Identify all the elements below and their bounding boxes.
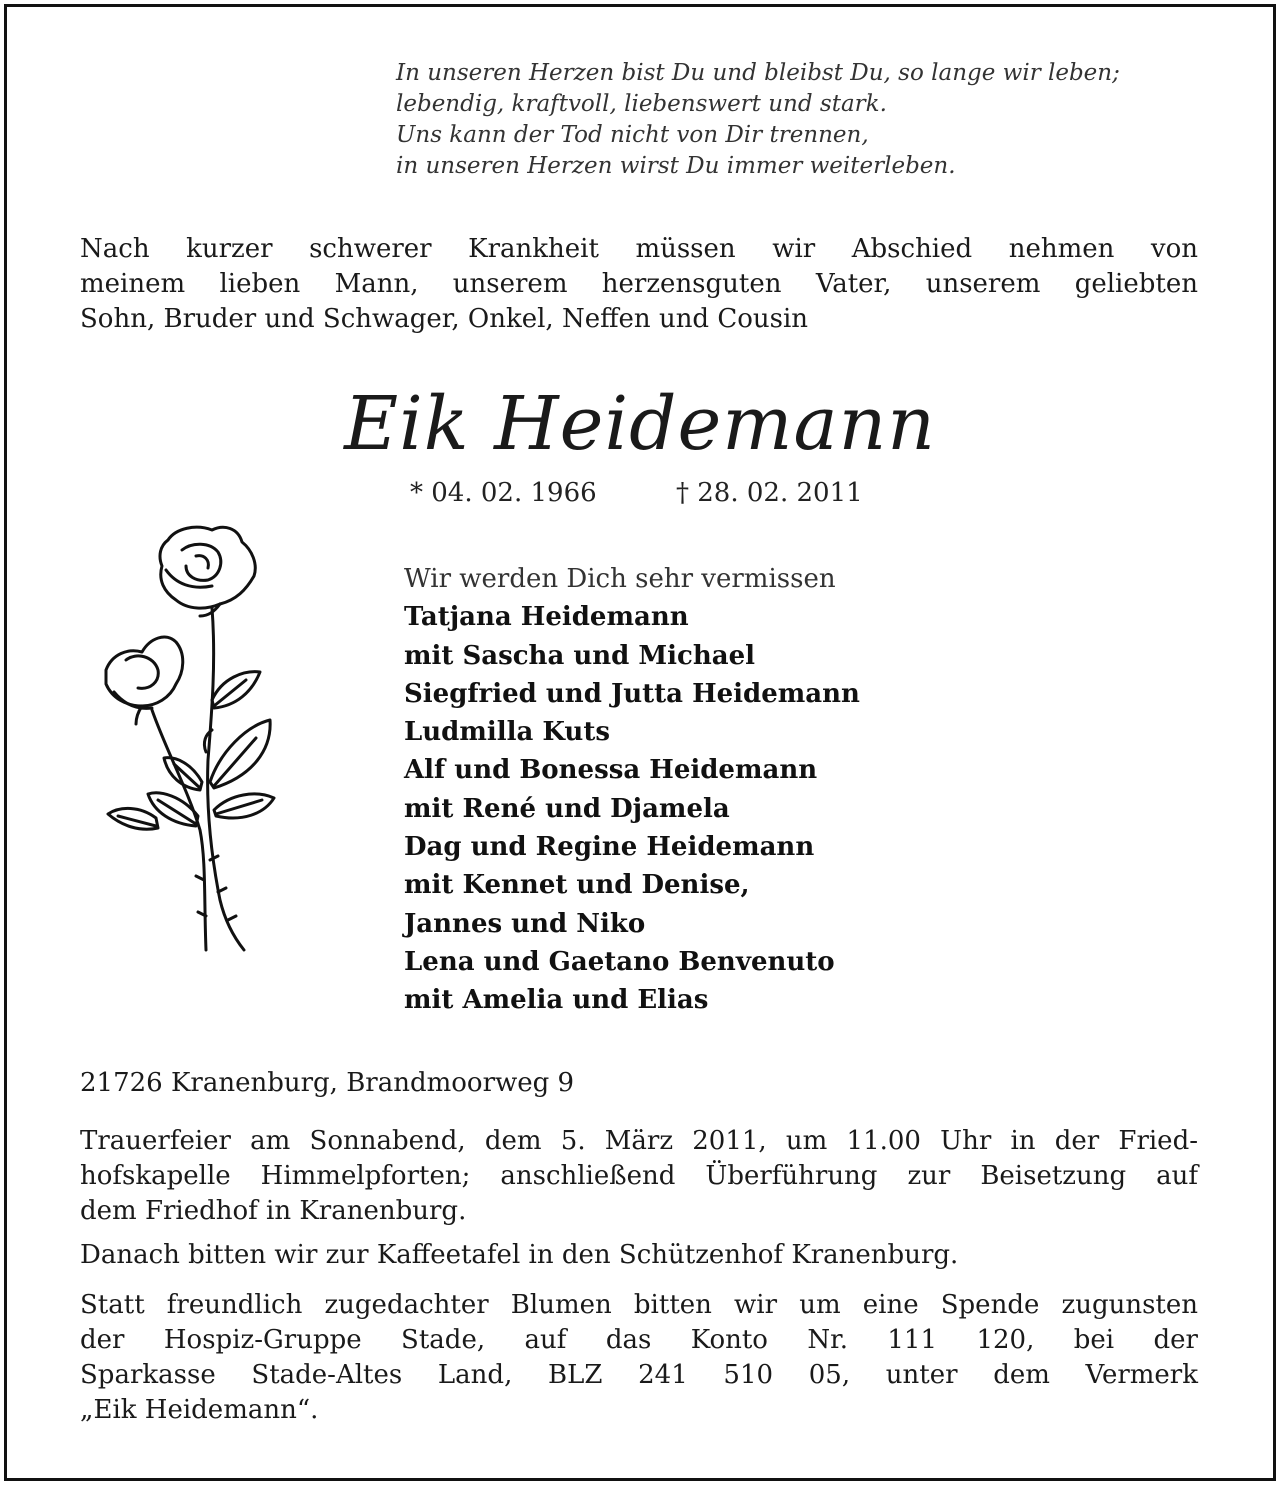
intro-line: meinem lieben Mann, unserem herzensguten Vater, unserem geliebten [80,269,1198,299]
poem-line: in unseren Herzen wirst Du immer weiterleben. [396,153,956,179]
funeral-line: Trauerfeier am Sonnabend, dem 5. März 2011, um 11.00 Uhr in der Fried- [80,1126,1198,1156]
death-date: † 28. 02. 2011 [676,478,863,508]
family-member: Alf und Bonessa Heidemann [404,755,818,786]
funeral-notice [80,1124,1198,1229]
family-list [404,560,1204,1020]
donation-line: der Hospiz-Gruppe Stade, auf das Konto Nr. 111 120, bei der [80,1325,1198,1355]
address: 21726 Kranenburg, Brandmoorweg 9 [80,1068,575,1098]
donation-line: Statt freundlich zugedachter Blumen bitten wir um eine Spende zugunsten [80,1290,1198,1320]
intro-text [80,232,1198,337]
funeral-line: hofskapelle Himmelpforten; anschließend Überführung zur Beisetzung auf [80,1161,1198,1191]
rose-drawing-icon [96,520,286,955]
donation-line: „Eik Heidemann“. [80,1395,319,1425]
poem [396,58,1216,182]
miss-line: Wir werden Dich sehr vermissen [404,564,836,594]
coffee-notice [80,1238,1198,1273]
family-member: mit Kennet und Denise, [404,870,750,901]
donation-line: Sparkasse Stade-Altes Land, BLZ 241 510 05, unter dem Vermerk [80,1360,1198,1390]
poem-line: Uns kann der Tod nicht von Dir trennen, [396,122,869,148]
family-member: mit Amelia und Elias [404,985,709,1016]
family-member: Ludmilla Kuts [404,717,610,748]
family-member: Dag und Regine Heidemann [404,832,815,863]
family-member: mit René und Djamela [404,793,730,824]
intro-line: Sohn, Bruder und Schwager, Onkel, Neffen und Cousin [80,304,809,334]
funeral-line: dem Friedhof in Kranenburg. [80,1196,467,1226]
poem-line: In unseren Herzen bist Du und bleibst Du, so lange wir leben; [396,60,1120,86]
family-member: Jannes und Niko [404,908,646,939]
deceased-name: Eik Heidemann [344,381,936,467]
poem-line: lebendig, kraftvoll, liebenswert und stark. [396,91,887,117]
donation-notice [80,1288,1198,1428]
family-member: mit Sascha und Michael [404,640,756,671]
family-member: Lena und Gaetano Benvenuto [404,946,835,977]
intro-line: Nach kurzer schwerer Krankheit müssen wir Abschied nehmen von [80,234,1198,264]
family-member: Tatjana Heidemann [404,602,689,633]
family-member: Siegfried und Jutta Heidemann [404,678,860,709]
birth-date: * 04. 02. 1966 [410,478,597,508]
coffee-line: Danach bitten wir zur Kaffeetafel in den Schützenhof Kranenburg. [80,1240,959,1270]
